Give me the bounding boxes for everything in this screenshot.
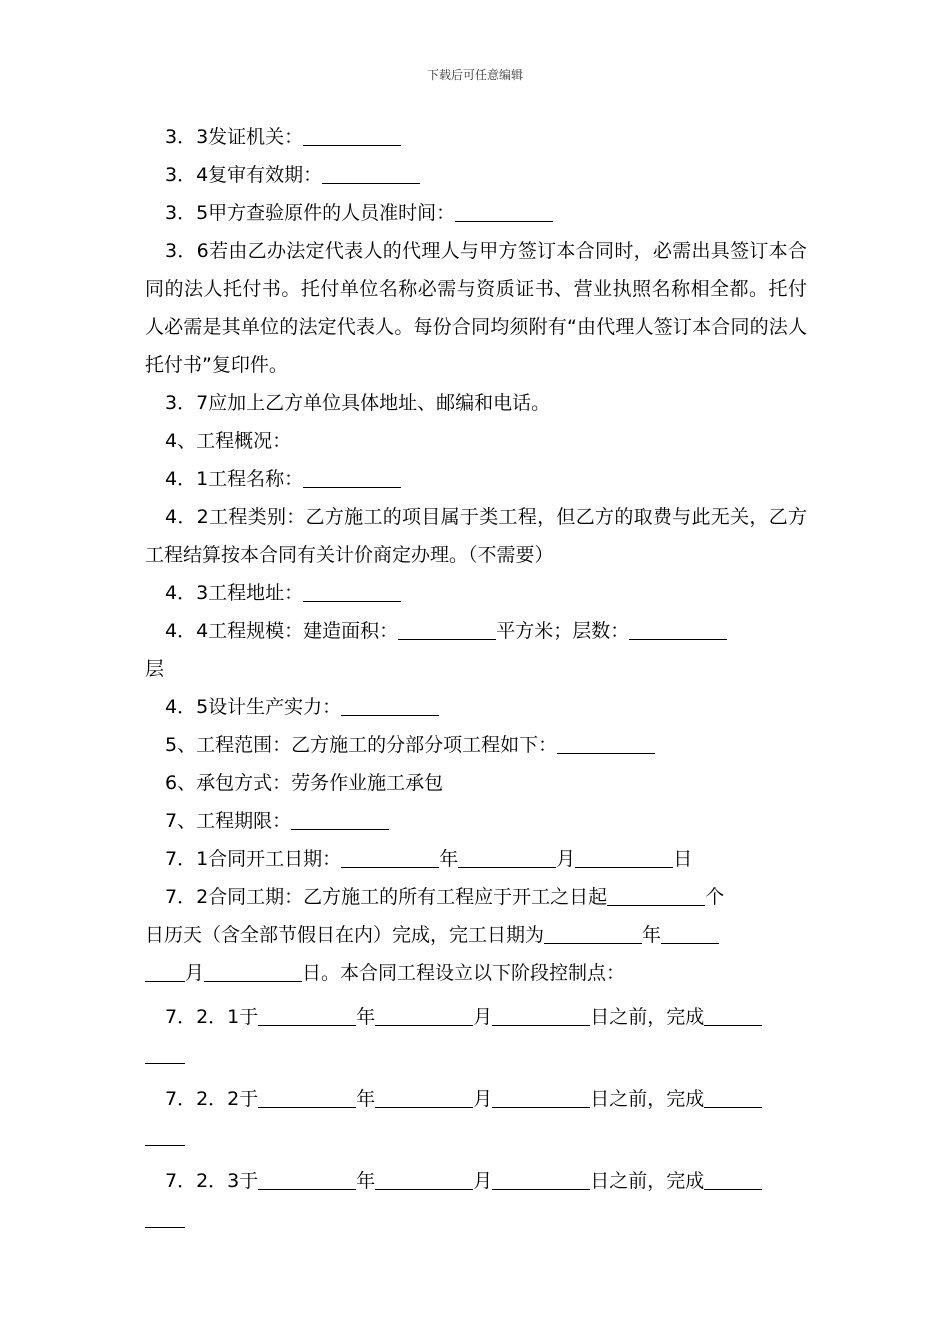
blank-field[interactable] (303, 579, 401, 602)
text-line: 7．1合同开工日期： 年 月 日 (145, 840, 807, 878)
text-line: 7．2．3于 年 月 日之前，完成 (145, 1162, 807, 1200)
text-line: 日历天（含全部节假日在内）完成，完工日期为 年 (145, 916, 807, 954)
paragraph-4-2: 4．2工程类别：乙方施工的项目属于类工程，但乙方的取费与此无关，乙方工程结算按本合同有关计价商定办理。（不需要） (145, 506, 807, 566)
text-line: 5、工程范围：乙方施工的分部分项工程如下： (145, 726, 807, 764)
blank-field[interactable] (145, 959, 185, 982)
text-line: 4．1工程名称： (145, 460, 807, 498)
blank-field[interactable] (544, 921, 642, 944)
text-line: 3．4复审有效期： (145, 156, 807, 194)
blank-field[interactable] (145, 1205, 185, 1228)
blank-field[interactable] (375, 1167, 473, 1190)
text-line: 7、工程期限： (145, 802, 807, 840)
blank-field[interactable] (492, 1085, 590, 1108)
blank-field[interactable] (303, 465, 401, 488)
text-line: 4．5设计生产实力： (145, 688, 807, 726)
blank-field[interactable] (341, 693, 439, 716)
blank-field[interactable] (704, 1003, 762, 1026)
blank-field[interactable] (661, 921, 719, 944)
blank-field[interactable] (704, 1085, 762, 1108)
blank-field[interactable] (375, 1003, 473, 1026)
text-line: 6、承包方式：劳务作业施工承包 (165, 772, 444, 794)
text-line (145, 1200, 807, 1238)
text-line: 4．3工程地址： (145, 574, 807, 612)
blank-field[interactable] (341, 845, 439, 868)
paragraph-3-6: 3．6若由乙办法定代表人的代理人与甲方签订本合同时，必需出具签订本合同的法人托付书。托付单位名称必需与资质证书、营业执照名称相全都。托付人必需是其单位的法定代表人。每份合同均须附有“由代理人签订本合同的法人托付书”复印件。 (145, 240, 807, 376)
blank-field[interactable] (204, 959, 302, 982)
blank-field[interactable] (455, 199, 553, 222)
blank-field[interactable] (145, 1123, 185, 1146)
blank-field[interactable] (398, 617, 496, 640)
blank-field[interactable] (258, 1085, 356, 1108)
text-line: 月 日。本合同工程设立以下阶段控制点： (145, 954, 807, 992)
text-line: 4、工程概况： (165, 430, 292, 452)
blank-field[interactable] (258, 1167, 356, 1190)
blank-field[interactable] (575, 845, 673, 868)
text-line: 4．4工程规模：建造面积： 平方米；层数： (145, 612, 807, 650)
blank-field[interactable] (258, 1003, 356, 1026)
blank-field[interactable] (629, 617, 727, 640)
text-line: 7．2．2于 年 月 日之前，完成 (145, 1080, 807, 1118)
page-header: 下载后可任意编辑 (426, 68, 523, 82)
text-line: 7．2合同工期：乙方施工的所有工程应于开工之日起 个 (145, 878, 807, 916)
text-line: 3．3发证机关： (145, 118, 807, 156)
blank-field[interactable] (291, 807, 389, 830)
blank-field[interactable] (145, 1041, 185, 1064)
blank-field[interactable] (492, 1167, 590, 1190)
text-line: 3．7应加上乙方单位具体地址、邮编和电话。 (165, 392, 551, 414)
blank-field[interactable] (557, 731, 655, 754)
blank-field[interactable] (303, 123, 401, 146)
text-line: 7．2．1于 年 月 日之前，完成 (145, 998, 807, 1036)
text-line: 3．5甲方查验原件的人员准时间： (145, 194, 807, 232)
blank-field[interactable] (458, 845, 556, 868)
blank-field[interactable] (322, 161, 420, 184)
blank-field[interactable] (492, 1003, 590, 1026)
text-line (145, 1036, 807, 1074)
blank-field[interactable] (704, 1167, 762, 1190)
blank-field[interactable] (375, 1085, 473, 1108)
document-body (145, 118, 807, 1238)
blank-field[interactable] (607, 883, 705, 906)
text-line: 层 (145, 658, 165, 680)
text-line (145, 1118, 807, 1156)
